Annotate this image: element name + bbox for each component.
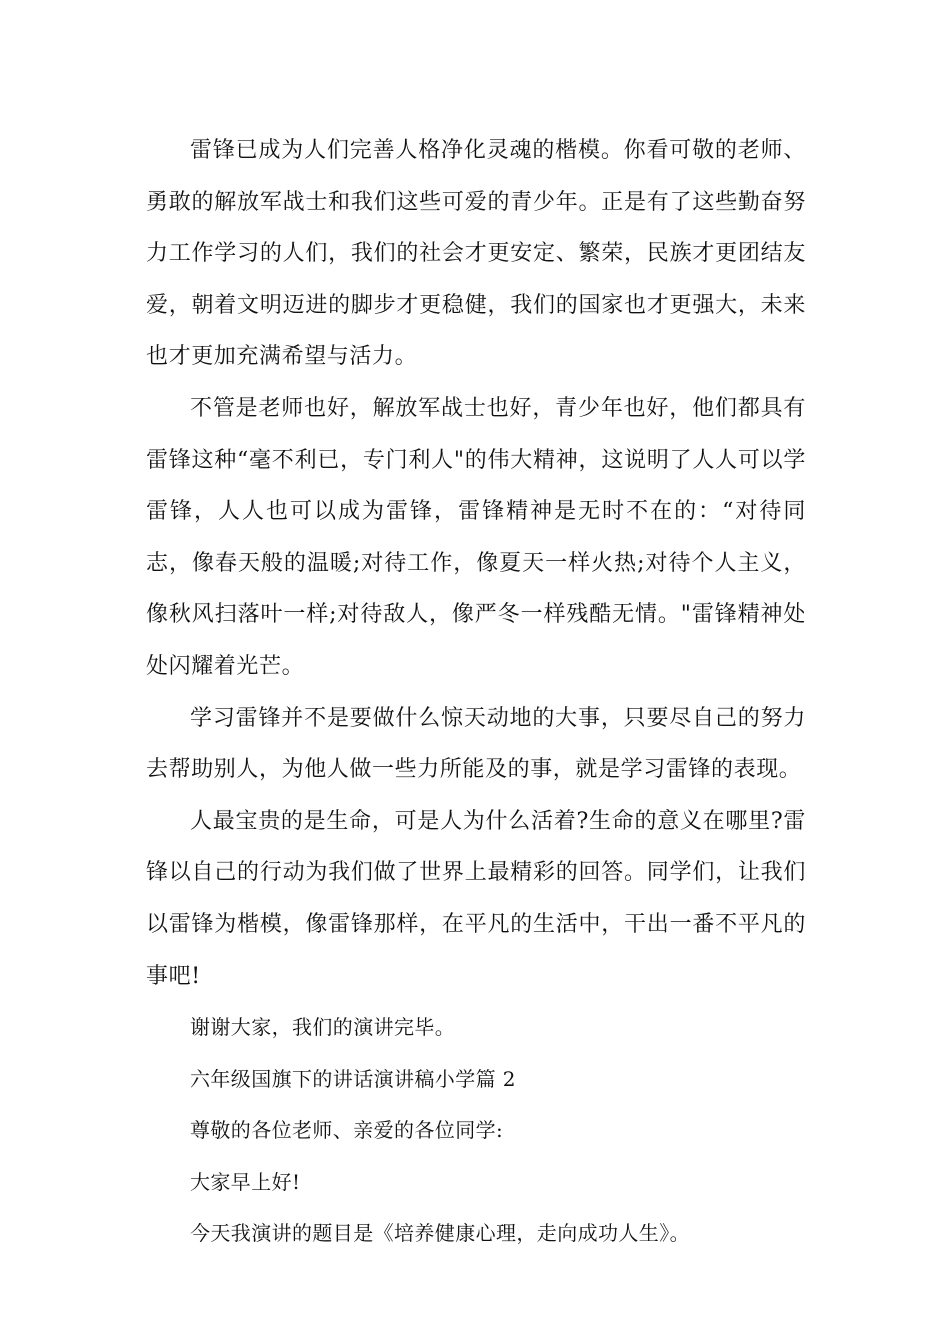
paragraph-learning-lei-feng: 学习雷锋并不是要做什么惊天动地的大事，只要尽自己的努力去帮助别人，为他人做一些力所能及的事，就是学习雷锋的表现。	[146, 705, 806, 783]
topic-intro-line: 今天我演讲的题目是《培养健康心理，走向成功人生》。	[190, 1221, 690, 1246]
closing-line: 谢谢大家，我们的演讲完毕。	[190, 1015, 456, 1040]
paragraph-meaning-of-life: 人最宝贵的是生命，可是人为什么活着?生命的意义在哪里?雷锋以自己的行动为我们做了世界上最精彩的回答。同学们，让我们以雷锋为楷模，像雷锋那样，在平凡的生活中，干出一番不平凡的事吧!	[146, 808, 806, 989]
paragraph-lei-feng-spirit: 不管是老师也好，解放军战士也好，青少年也好，他们都具有雷锋这种“毫不利已，专门利人"的伟大精神，这说明了人人可以学雷锋，人人也可以成为雷锋，雷锋精神是无时不在的：“对待同志，像春天般的温暖;对待工作，像夏天一样火热;对待个人主义，像秋风扫落叶一样;对待敌人，像严冬一样残酷无情。"雷锋精神处处闪耀着光芒。	[146, 395, 806, 679]
salutation-line: 尊敬的各位老师、亲爱的各位同学:	[190, 1118, 504, 1143]
greeting-line: 大家早上好!	[190, 1169, 301, 1194]
section-title: 六年级国旗下的讲话演讲稿小学篇 2	[190, 1066, 516, 1091]
document-body	[146, 125, 806, 1260]
paragraph-lei-feng-role-model: 雷锋已成为人们完善人格净化灵魂的楷模。你看可敬的老师、勇敢的解放军战士和我们这些可爱的青少年。正是有了这些勤奋努力工作学习的人们，我们的社会才更安定、繁荣，民族才更团结友爱，朝着文明迈进的脚步才更稳健，我们的国家也才更强大，未来也才更加充满希望与活力。	[146, 138, 806, 370]
